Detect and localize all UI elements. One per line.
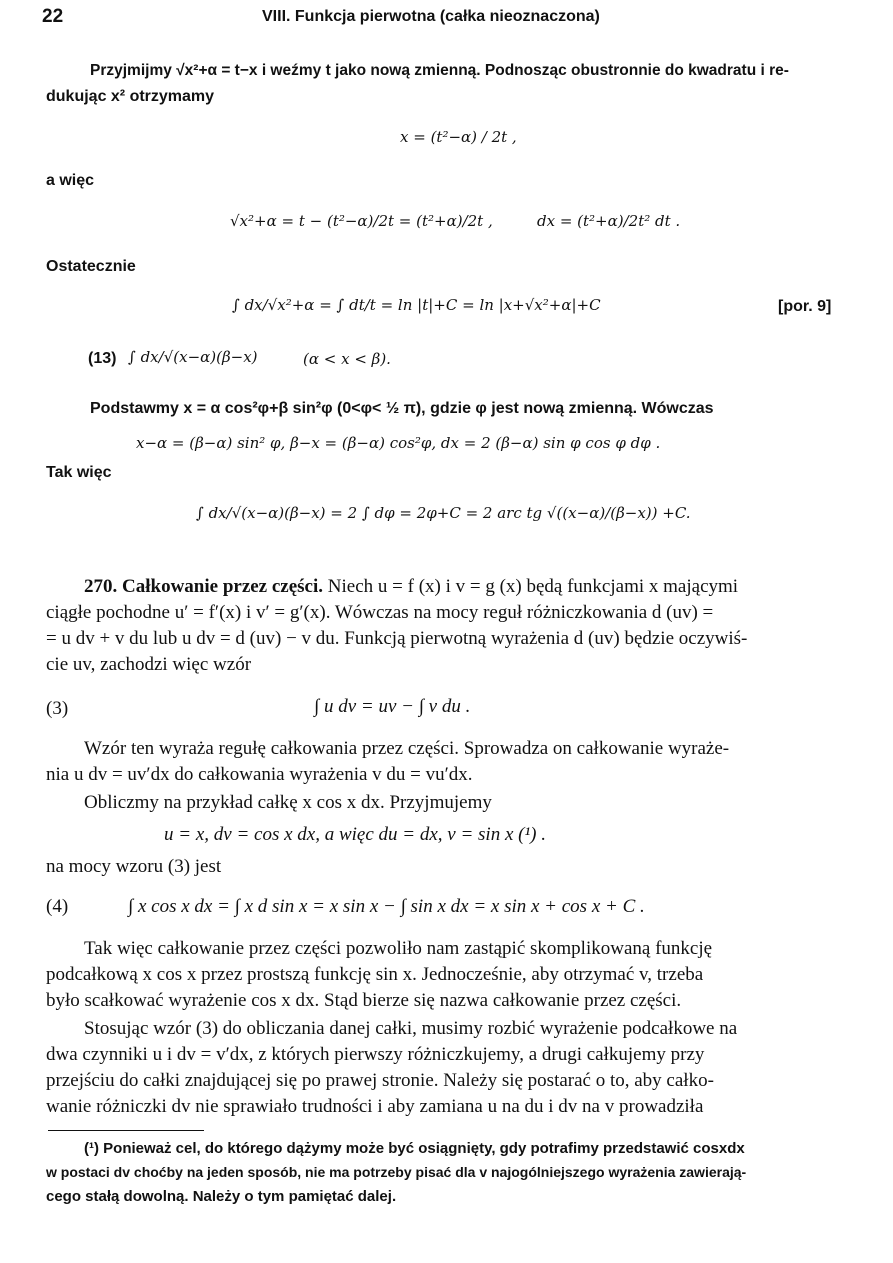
equation: ∫ u dv = uv − ∫ v du . [314,696,471,717]
equation: ∫ dx/√(x−α)(β−x) = 2 ∫ dφ = 2φ+C = 2 arc tg √((x−α)/(β−x)) +C. [196,504,691,522]
paragraph-line: Tak więc całkowanie przez części pozwoliło nam zastąpić skomplikowaną funkcję [84,938,713,959]
text-line: Podstawmy x = α cos²φ+β sin²φ (0<φ< ½ π), gdzie φ jest nową zmienną. Wówczas [90,400,714,417]
section-title: Całkowanie przez części. [122,576,324,597]
text-line: Przyjmijmy √x²+α = t−x i weźmy t jako nową zmienną. Podnosząc obustronnie do kwadratu i re- [90,62,789,79]
equation-label: (13) [88,350,117,367]
paragraph-line: podcałkową x cos x przez prostszą funkcję sin x. Jednocześnie, aby otrzymać v, trzeba [46,964,704,985]
equation-condition: (α < x < β). [303,350,391,368]
text-line: Tak więc [46,464,112,481]
text-line: dukując x² otrzymamy [46,88,215,105]
equation: ∫ dx/√x²+α = ∫ dt/t = ln |t|+C = ln |x+√x²+α|+C [232,296,601,314]
equation: dx = (t²+α)/2t² dt . [537,212,681,230]
footnote-line: cego stałą dowolną. Należy o tym pamiętać dalej. [46,1188,397,1205]
paragraph-line: Wzór ten wyraża regułę całkowania przez części. Sprowadza on całkowanie wyraże- [84,738,730,759]
text-line: a więc [46,172,95,189]
equation: ∫ x cos x dx = ∫ x d sin x = x sin x − ∫ sin x dx = x sin x + cos x + C . [128,896,645,917]
paragraph-line: cie uv, zachodzi więc wzór [46,654,252,675]
paragraph-line: nia u dv = uv′dx do całkowania wyrażenia v du = vu′dx. [46,764,473,785]
page-number: 22 [42,6,64,27]
reference: [por. 9] [778,298,832,315]
paragraph-line: Niech u = f (x) i v = g (x) będą funkcjami x mającymi [327,576,739,597]
paragraph-line: przejściu do całki znajdującej się po prawej stronie. Należy się postarać o to, aby całko- [46,1070,714,1091]
equation: √x²+α = t − (t²−α)/2t = (t²+α)/2t , [230,212,493,230]
equation: x−α = (β−α) sin² φ, β−x = (β−α) cos²φ, dx = 2 (β−α) sin φ cos φ dφ . [136,434,661,452]
equation-label: (4) [46,896,69,917]
equation: u = x, dv = cos x dx, a więc du = dx, v = sin x (¹) . [164,824,546,845]
section-number: 270. [84,576,118,597]
section-heading [84,576,738,598]
paragraph-line: na mocy wzoru (3) jest [46,856,222,877]
paragraph-line: było scałkować wyrażenie cos x dx. Stąd bierze się nazwa całkowanie przez części. [46,990,682,1011]
paragraph-line: Obliczmy na przykład całkę x cos x dx. Przyjmujemy [84,792,492,813]
footnote-line: w postaci dv choćby na jeden sposób, nie ma potrzeby pisać dla v najogólniejszego wyrażenia zawierają- [46,1164,747,1180]
equation: x = (t²−α) / 2t , [400,128,517,146]
running-title: VIII. Funkcja pierwotna (całka nieoznaczona) [262,8,600,25]
paragraph-line: Stosując wzór (3) do obliczania danej całki, musimy rozbić wyrażenie podcałkowe na [84,1018,738,1039]
text-line: Ostatecznie [46,258,136,275]
footnote-line: (¹) Ponieważ cel, do którego dążymy może być osiągnięty, gdy potrafimy przedstawić cosxdx [84,1140,745,1157]
paragraph-line: dwa czynniki u i dv = v′dx, z których pierwszy różniczkujemy, a drugi całkujemy przy [46,1044,705,1065]
paragraph-line: wanie różniczki dv nie sprawiało trudności i aby zamiana u na du i dv na v prowadziła [46,1096,704,1117]
paragraph-line: = u dv + v du lub u dv = d (uv) − v du. Funkcją pierwotną wyrażenia d (uv) będzie oczywiś- [46,628,748,649]
equation: ∫ dx/√(x−α)(β−x) [128,348,258,366]
equation-label: (3) [46,698,69,719]
footnote-rule [48,1130,204,1131]
paragraph-line: ciągłe pochodne u′ = f′(x) i v′ = g′(x). Wówczas na mocy reguł różniczkowania d (uv) = [46,602,714,623]
